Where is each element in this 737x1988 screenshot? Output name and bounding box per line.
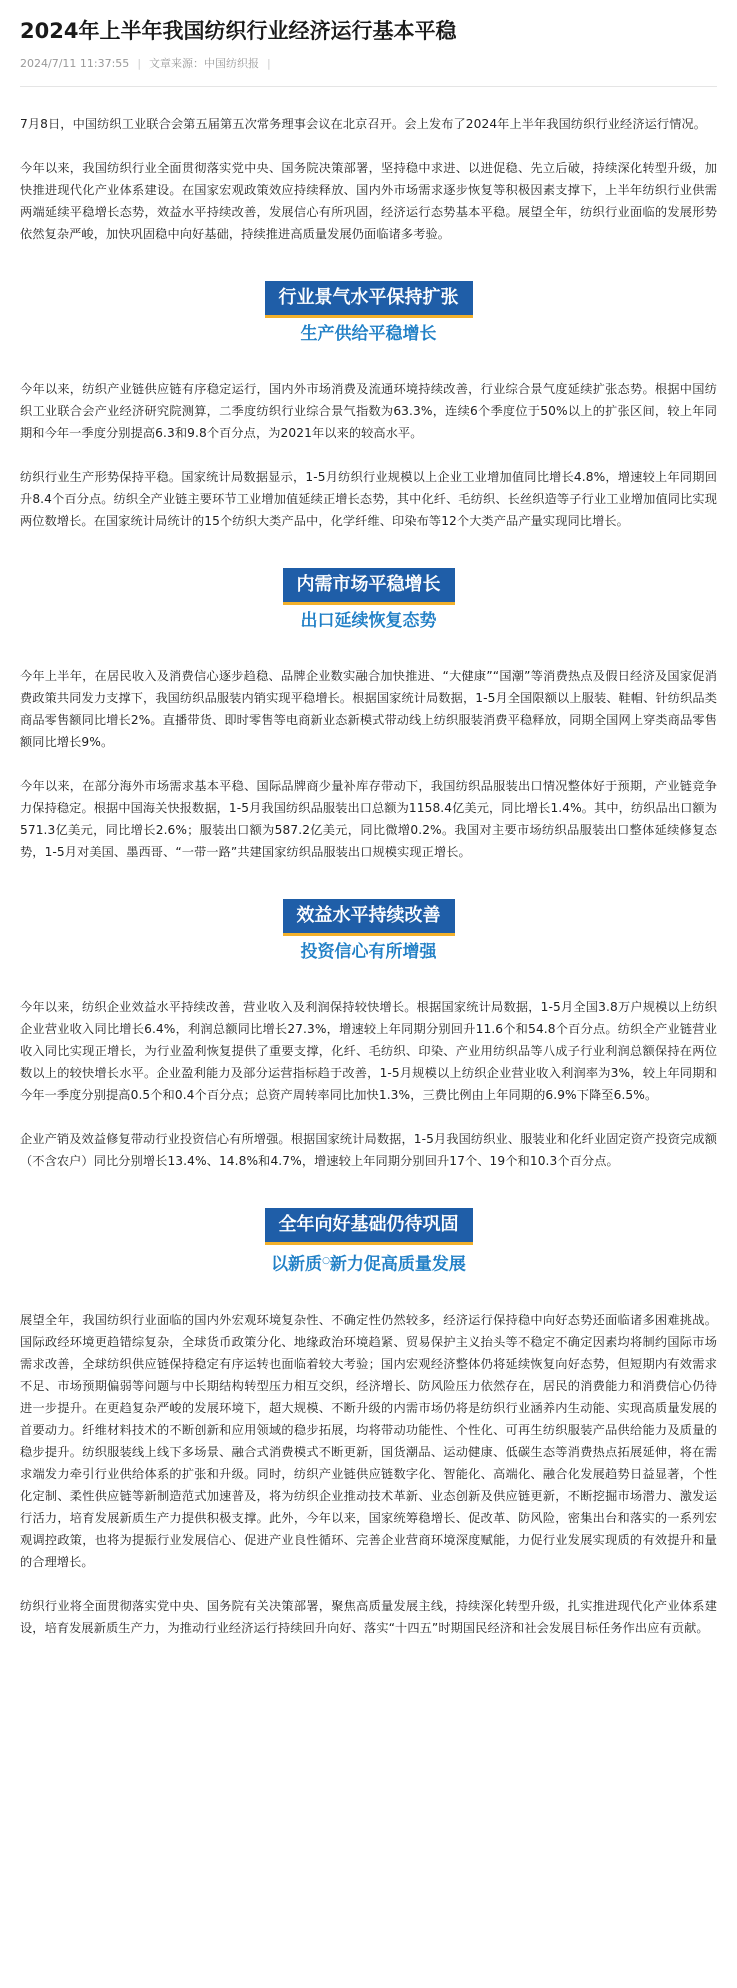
section-3-paragraph-1: 今年以来，纺织企业效益水平持续改善，营业收入及利润保持较快增长。根据国家统计局数据，1-5月全国3.8万户规模以上纺织企业营业收入同比增长6.4%，利润总额同比增长27.3%，增速较上年同期分别回升11.6个和54.8个百分点。纺织全产业链营业收入同比实现正增长，为行业盈利恢复提供了重要支撑，化纤、毛纺织、印染、产业用纺织品等八成子行业利润总额保持在两位数以上的较快增长水平。企业盈利能力及部分运营指标趋于改善，1-5月规模以上纺织企业营业收入利润率为3%，较上年同期和今年一季度分别提高0.5个和0.4个百分点；总资产周转率同比加快1.3%，三费比例由上年同期的6.9%下降至6.5%。 [20, 1000, 717, 1102]
subtitle-mark: ○ [322, 1256, 330, 1266]
section-title: 内需市场平稳增长 [283, 568, 455, 605]
section-subtitle: 出口延续恢复态势 [300, 611, 437, 631]
section-title: 行业景气水平保持扩张 [265, 281, 473, 318]
section-subtitle: 生产供给平稳增长 [300, 324, 437, 344]
section-title: 全年向好基础仍待巩固 [265, 1208, 473, 1245]
section-heading-3 [20, 899, 717, 966]
section-subtitle: 投资信心有所增强 [300, 942, 437, 962]
section-subtitle-part-1: 以新质 [271, 1254, 323, 1275]
section-heading-1 [20, 281, 717, 348]
intro-paragraph-1: 7月8日，中国纺织工业联合会第五届第五次常务理事会议在北京召开。会上发布了2024年上半年我国纺织行业经济运行情况。 [20, 117, 707, 131]
section-4-paragraph-1: 展望全年，我国纺织行业面临的国内外宏观环境复杂性、不确定性仍然较多，经济运行保持稳中向好态势还面临诸多困难挑战。国际政经环境更趋错综复杂，全球货币政策分化、地缘政治环境趋紧、贸易保护主义抬头等不稳定不确定因素均将制约国际市场需求改善，全球纺织供应链保持稳定有序运转也面临着较大考验；国内宏观经济整体仍将延续恢复向好态势，但短期内有效需求不足、市场预期偏弱等问题与中长期结构转型压力相互交织，经济增长、防风险压力依然存在，居民的消费能力和消费信心仍待进一步提升。在更趋复杂严峻的发展环境下，超大规模、不断升级的内需市场仍将是纺织行业涵养内生动能、实现高质量发展的首要动力。纤维材料技术的不断创新和应用领域的稳步拓展，均将带动功能性、个性化、可再生纺织服装产品供给能力及质量的稳步提升。纺织服装线上线下多场景、融合式消费模式不断更新，国货潮品、运动健康、低碳生态等消费热点拓展延伸，将在需求端发力牵引行业供给体系的扩张和升级。同时，纺织产业链供应链数字化、智能化、高端化、融合化发展趋势日益显著，个性化定制、柔性供应链等新制造范式加速普及，将为纺织企业推动技术革新、业态创新及供应链更新，不断挖掘市场潜力、激发运行活力，培育发展新质生产力提供积极支撑。此外，今年以来，国家统筹稳增长、促改革、防风险，密集出台和落实的一系列宏观调控政策，也将为提振行业发展信心、促进产业良性循环、完善企业营商环境深度赋能，力促行业发展实现质的有效提升和量的合理增长。 [20, 1312, 717, 1569]
section-4-paragraph-2: 纺织行业将全面贯彻落实党中央、国务院有关决策部署，聚焦高质量发展主线，持续深化转型升级，扎实推进现代化产业体系建设，培育发展新质生产力，为推动行业经济运行持续回升向好、落实“十四五”时期国民经济和社会发展目标任务作出应有贡献。 [20, 1598, 717, 1635]
section-2-paragraph-2: 今年以来，在部分海外市场需求基本平稳、国际品牌商少量补库存带动下，我国纺织品服装出口情况整体好于预期，产业链竞争力保持稳定。根据中国海关快报数据，1-5月我国纺织品服装出口总额为1158.4亿美元，同比增长1.4%。其中，纺织品出口额为571.3亿美元，同比增长2.6%；服装出口额为587.2亿美元，同比微增0.2%。我国对主要市场纺织品服装出口整体延续修复态势，1-5月对美国、墨西哥、“一带一路”共建国家纺织品服装出口规模实现正增长。 [20, 779, 717, 859]
section-3-paragraph-2: 企业产销及效益修复带动行业投资信心有所增强。根据国家统计局数据，1-5月我国纺织业、服装业和化纤业固定资产投资完成额（不含农户）同比分别增长13.4%、14.8%和4.7%，增速较上年同期分别回升17个、19个和10.3个百分点。 [20, 1132, 717, 1168]
section-1-paragraph-1: 今年以来，纺织产业链供应链有序稳定运行，国内外市场消费及流通环境持续改善，行业综合景气度延续扩张态势。根据中国纺织工业联合会产业经济研究院测算，二季度纺织行业综合景气指数为63.3%，连续6个季度位于50%以上的扩张区间，较上年同期和今年一季度分别提高6.3和9.8个百分点，为2021年以来的较高水平。 [20, 382, 717, 440]
section-subtitle-part-2: 新力促高质量发展 [329, 1254, 466, 1275]
section-2-paragraph-1: 今年上半年，在居民收入及消费信心逐步趋稳、品牌企业数实融合加快推进、“大健康”“国潮”等消费热点及假日经济及国家促消费政策共同发力支撑下，我国纺织品服装内销实现平稳增长。根据国家统计局数据，1-5月全国限额以上服装、鞋帽、针纺织品类商品零售额同比增长2%。直播带货、即时零售等电商新业态新模式带动线上纺织服装消费平稳释放，同期全国网上穿类商品零售额同比增长9%。 [20, 669, 717, 749]
article-meta [20, 56, 717, 72]
section-1-paragraph-2: 纺织行业生产形势保持平稳。国家统计局数据显示，1-5月纺织行业规模以上企业工业增加值同比增长4.8%，增速较上年同期回升8.4个百分点。纺织全产业链主要环节工业增加值延续正增长态势，其中化纤、毛纺织、长丝织造等子行业工业增加值同比实现两位数增长。在国家统计局统计的15个纺织大类产品中，化学纤维、印染布等12个大类产品产量实现同比增长。 [20, 470, 717, 528]
section-title: 效益水平持续改善 [283, 899, 455, 936]
meta-separator-trailing: | [267, 57, 271, 70]
publish-date: 2024/7/11 11:37:55 [20, 57, 130, 70]
article-source: 文章来源：中国纺织报 [149, 57, 260, 70]
intro-paragraph-2: 今年以来，我国纺织行业全面贯彻落实党中央、国务院决策部署，坚持稳中求进、以进促稳、先立后破，持续深化转型升级，加快推进现代化产业体系建设。在国家宏观政策效应持续释放、国内外市场需求逐步恢复等积极因素支撑下，上半年纺织行业供需两端延续平稳增长态势，效益水平持续改善，发展信心有所巩固，经济运行态势基本平稳。展望全年，纺织行业面临的发展形势依然复杂严峻，加快巩固稳中向好基础，持续推进高质量发展仍面临诸多考验。 [20, 161, 717, 241]
article-title: 2024年上半年我国纺织行业经济运行基本平稳 [20, 19, 457, 43]
section-subtitle [271, 1247, 466, 1279]
section-heading-4 [20, 1208, 717, 1279]
meta-separator: | [137, 57, 142, 70]
section-heading-2 [20, 568, 717, 635]
